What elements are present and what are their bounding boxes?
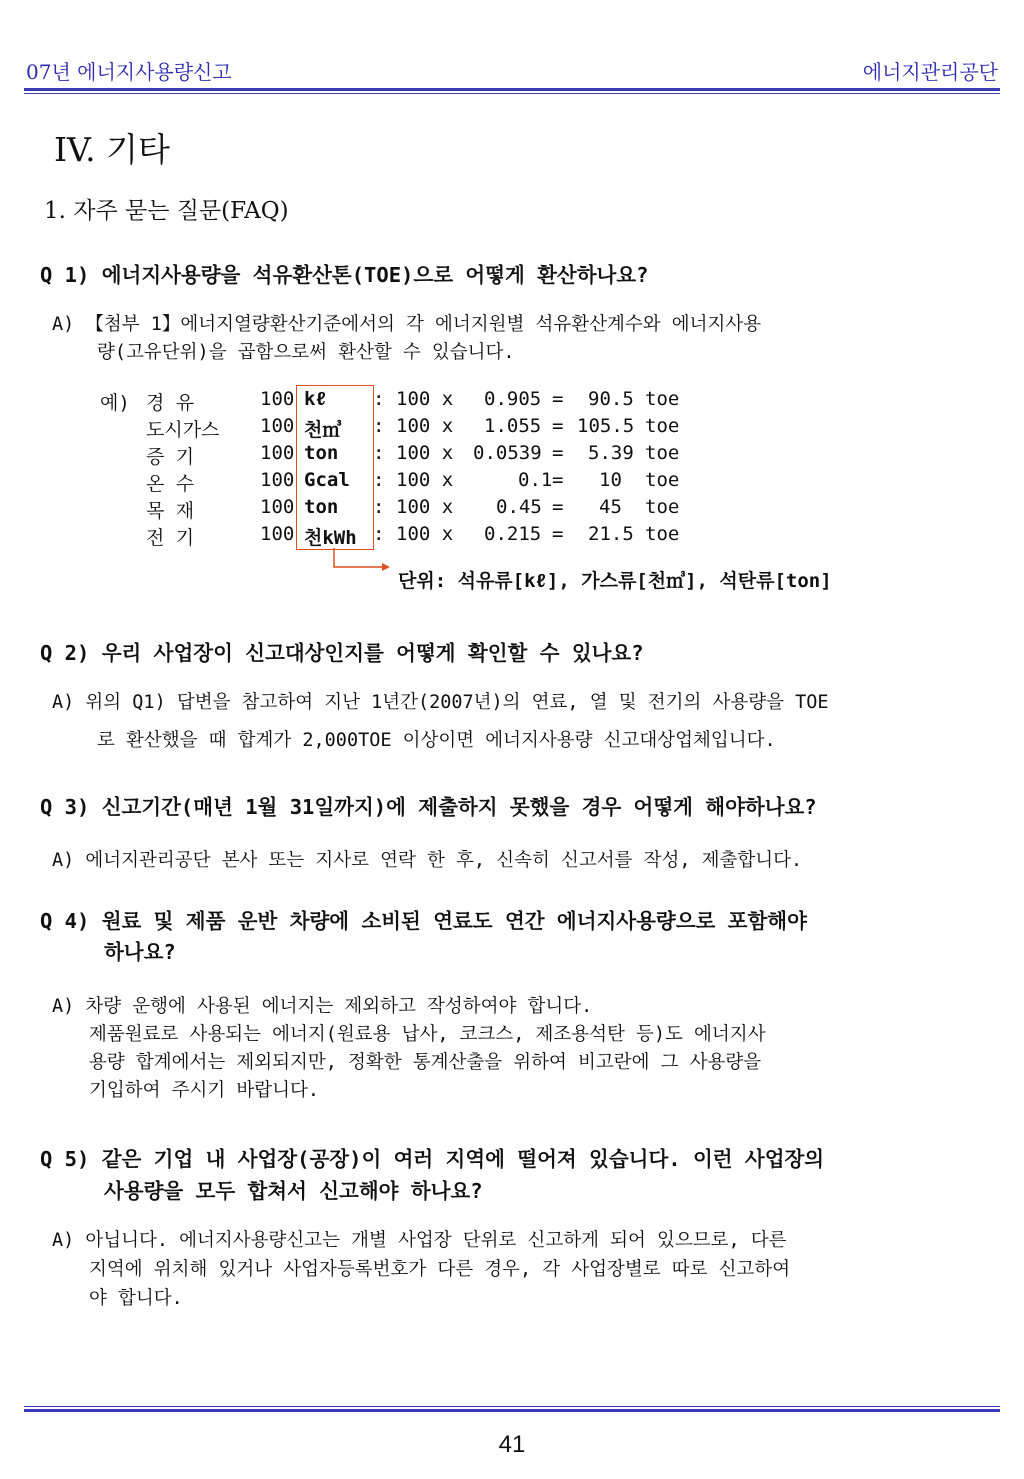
arrow-icon: [320, 547, 392, 577]
answer-line: A) 위의 Q1) 답변을 참고하여 지난 1년간(2007년)의 연료, 열 및 전기의 사용량을 TOE: [52, 692, 829, 713]
unit: ton: [304, 442, 339, 464]
equals: =: [552, 469, 564, 491]
factor: 0.45: [496, 496, 542, 518]
equals: =: [552, 442, 564, 464]
result: 105.5: [577, 415, 635, 437]
colon: :: [373, 496, 385, 518]
header-rule-thin: [24, 93, 1000, 94]
factor: 0.905: [484, 388, 542, 410]
energy-name: 목 재: [146, 500, 195, 522]
example-row: [100, 442, 700, 469]
quantity: 100: [260, 469, 295, 491]
toe-unit: toe: [645, 496, 680, 518]
footer-rule: [24, 1409, 1000, 1412]
calc: 100 x: [396, 496, 454, 518]
question-line: Q 2) 우리 사업장이 신고대상인지를 어떻게 확인할 수 있나요?: [40, 641, 644, 665]
section-title: IV. 기타: [54, 130, 170, 169]
conversion-example-table: [100, 386, 700, 556]
calc: 100 x: [396, 469, 454, 491]
answer-line: A) 차량 운행에 사용된 에너지는 제외하고 작성하여야 합니다.: [52, 996, 593, 1017]
header-left-title: 07년 에너지사용량신고: [26, 60, 232, 84]
quantity: 100: [260, 523, 295, 545]
header-rule: [24, 88, 1000, 91]
answer-line: 지역에 위치해 있거나 사업자등록번호가 다른 경우, 각 사업장별로 따로 신고하여: [89, 1259, 791, 1280]
equals: =: [552, 388, 564, 410]
unit: kℓ: [304, 388, 327, 410]
footer-rule-thin: [24, 1406, 1000, 1407]
example-label: 예): [100, 392, 130, 414]
question-line: Q 1) 에너지사용량을 석유환산톤(TOE)으로 어떻게 환산하나요?: [40, 263, 649, 287]
result: 10: [599, 469, 622, 491]
answer-line: 용량 합계에서는 제외되지만, 정확한 통계산출을 위하여 비고란에 그 사용량을: [89, 1052, 762, 1073]
result: 90.5: [588, 388, 634, 410]
question-line: 하나요?: [104, 940, 176, 964]
colon: :: [373, 415, 385, 437]
answer-line: A) 【첨부 1】에너지열량환산기준에서의 각 에너지원별 석유환산계수와 에너지사용: [52, 314, 762, 335]
unit-highlight-box: [296, 385, 374, 550]
question-line: Q 5) 같은 기업 내 사업장(공장)이 여러 지역에 떨어져 있습니다. 이런 사업장의: [40, 1147, 825, 1171]
unit: Gcal: [304, 469, 350, 491]
calc: 100 x: [396, 523, 454, 545]
factor: 1.055: [484, 415, 542, 437]
energy-name: 전 기: [146, 527, 195, 549]
section-subtitle: 1. 자주 묻는 질문(FAQ): [44, 198, 289, 224]
answer-line: 량(고유단위)을 곱함으로써 환산할 수 있습니다.: [97, 342, 515, 363]
toe-unit: toe: [645, 415, 680, 437]
factor: 0.1: [518, 469, 553, 491]
answer-line: A) 에너지관리공단 본사 또는 지사로 연락 한 후, 신속히 신고서를 작성, 제출합니다.: [52, 850, 803, 871]
header-right-title: 에너지관리공단: [862, 60, 998, 84]
toe-unit: toe: [645, 523, 680, 545]
toe-unit: toe: [645, 469, 680, 491]
energy-name: 증 기: [146, 446, 195, 468]
calc: 100 x: [396, 415, 454, 437]
answer-line: 야 합니다.: [89, 1288, 183, 1309]
colon: :: [373, 523, 385, 545]
energy-name: 온 수: [146, 473, 195, 495]
colon: :: [373, 442, 385, 464]
calc: 100 x: [396, 388, 454, 410]
equals: =: [552, 415, 564, 437]
answer-line: 로 환산했을 때 합계가 2,000TOE 이상이면 에너지사용량 신고대상업체입니다.: [97, 730, 776, 751]
question-line: Q 3) 신고기간(매년 1월 31일까지)에 제출하지 못했을 경우 어떻게 해야하나요?: [40, 795, 817, 819]
example-row: [100, 523, 700, 550]
answer-line: A) 아닙니다. 에너지사용량신고는 개별 사업장 단위로 신고하게 되어 있으므로, 다른: [52, 1230, 787, 1251]
example-row: [100, 496, 700, 523]
quantity: 100: [260, 388, 295, 410]
quantity: 100: [260, 415, 295, 437]
toe-unit: toe: [645, 442, 680, 464]
quantity: 100: [260, 442, 295, 464]
example-row: [100, 415, 700, 442]
unit: ton: [304, 496, 339, 518]
question-line: 사용량을 모두 합쳐서 신고해야 하나요?: [104, 1179, 483, 1203]
example-row: [100, 469, 700, 496]
unit: 천㎥: [304, 419, 342, 441]
equals: =: [552, 523, 564, 545]
page-number: 41: [498, 1431, 526, 1458]
result: 45: [599, 496, 622, 518]
factor: 0.215: [484, 523, 542, 545]
factor: 0.0539: [473, 442, 542, 464]
energy-name: 도시가스: [146, 419, 220, 441]
result: 5.39: [588, 442, 634, 464]
answer-line: 기입하여 주시기 바랍니다.: [89, 1080, 319, 1101]
colon: :: [373, 388, 385, 410]
energy-name: 경 유: [146, 392, 195, 414]
toe-unit: toe: [645, 388, 680, 410]
colon: :: [373, 469, 385, 491]
equals: =: [552, 496, 564, 518]
unit: 천kWh: [304, 527, 357, 549]
quantity: 100: [260, 496, 295, 518]
unit-note: 단위: 석유류[kℓ], 가스류[천㎥], 석탄류[ton]: [398, 570, 832, 592]
result: 21.5: [588, 523, 634, 545]
question-line: Q 4) 원료 및 제품 운반 차량에 소비된 연료도 연간 에너지사용량으로 포함해야: [40, 909, 807, 933]
example-row: [100, 388, 700, 415]
calc: 100 x: [396, 442, 454, 464]
answer-line: 제품원료로 사용되는 에너지(원료용 납사, 코크스, 제조용석탄 등)도 에너지사: [89, 1024, 766, 1045]
